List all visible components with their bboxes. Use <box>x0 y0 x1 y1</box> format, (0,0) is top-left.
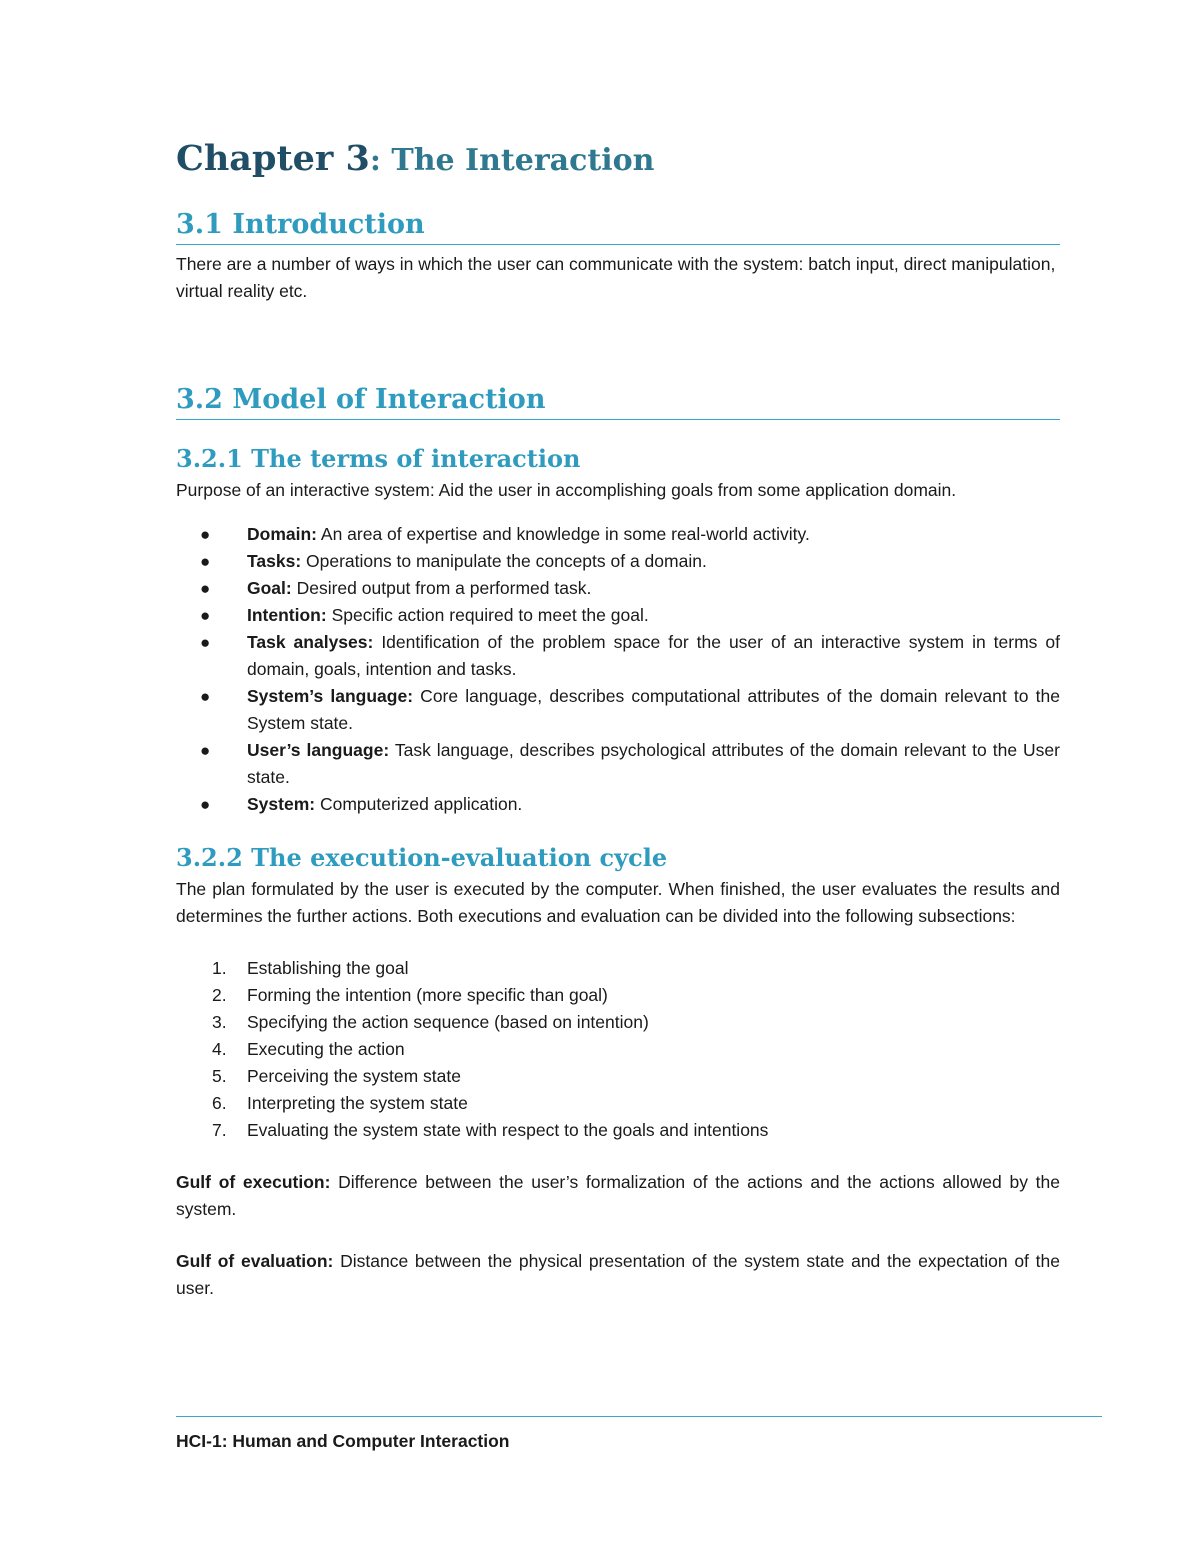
purpose-paragraph: Purpose of an interactive system: Aid the user in accomplishing goals from some application domain. <box>176 479 957 500</box>
page-footer: HCI-1: Human and Computer Interaction <box>176 1431 510 1451</box>
term-label: System: <box>247 793 316 814</box>
list-item <box>176 521 1060 548</box>
list-item <box>176 791 1060 818</box>
term-definition: Distance between the physical presentation of the system state and the expectation of the user. <box>176 1250 1060 1298</box>
bullet-icon: ● <box>200 605 211 625</box>
step-text: Perceiving the system state <box>247 1065 461 1086</box>
list-item <box>176 629 1060 683</box>
step-number: 7. <box>212 1119 227 1140</box>
bullet-icon: ● <box>200 524 211 544</box>
step-text: Forming the intention (more specific than goal) <box>247 984 608 1005</box>
gulf-of-evaluation <box>176 1248 1060 1302</box>
list-item <box>176 1090 1060 1117</box>
heading-3-2-1: 3.2.1 The terms of interaction <box>176 443 581 473</box>
term-label: Task analyses: <box>247 631 374 652</box>
term-definition: Operations to manipulate the concepts of a domain. <box>301 550 707 571</box>
list-item <box>176 982 1060 1009</box>
bullet-icon: ● <box>200 794 211 814</box>
cycle-paragraph: The plan formulated by the user is executed by the computer. When finished, the user evaluates the results and determines the further actions. Both executions and evaluation can be divided into the following subsections: <box>176 878 1060 926</box>
list-item <box>176 548 1060 575</box>
step-text: Specifying the action sequence (based on intention) <box>247 1011 649 1032</box>
term-definition: Computerized application. <box>315 793 523 814</box>
chapter-number: Chapter 3 <box>176 138 370 179</box>
bullet-icon: ● <box>200 740 211 760</box>
intro-paragraph: There are a number of ways in which the user can communicate with the system: batch input, direct manipulation, virtual reality etc. <box>176 253 1056 301</box>
term-label: Domain: <box>247 523 317 544</box>
bullet-icon: ● <box>200 686 211 706</box>
list-item <box>176 602 1060 629</box>
heading-3-2-2: 3.2.2 The execution-evaluation cycle <box>176 842 668 872</box>
step-number: 2. <box>212 984 227 1005</box>
bullet-icon: ● <box>200 551 211 571</box>
term-label: Gulf of execution: <box>176 1171 331 1192</box>
step-number: 6. <box>212 1092 227 1113</box>
bullet-icon: ● <box>200 632 211 652</box>
list-item <box>176 1009 1060 1036</box>
step-text: Evaluating the system state with respect to the goals and intentions <box>247 1119 769 1140</box>
terms-list <box>176 521 1060 818</box>
step-text: Executing the action <box>247 1038 405 1059</box>
term-definition: Specific action required to meet the goal. <box>326 604 649 625</box>
chapter-subtitle: : The Interaction <box>369 143 655 178</box>
term-label: Goal: <box>247 577 292 598</box>
step-text: Establishing the goal <box>247 957 409 978</box>
term-definition: Core language, describes computational attributes of the domain relevant to the System state. <box>247 685 1060 733</box>
gulf-of-execution <box>176 1169 1060 1223</box>
term-label: User’s language: <box>247 739 390 760</box>
steps-list <box>176 955 1060 1144</box>
term-label: Intention: <box>247 604 327 625</box>
term-definition: Task language, describes psychological attributes of the domain relevant to the User state. <box>247 739 1060 787</box>
step-number: 1. <box>212 957 227 978</box>
footer-divider <box>176 1416 1102 1417</box>
term-definition: Difference between the user’s formalization of the actions and the actions allowed by the system. <box>176 1171 1060 1219</box>
term-label: Gulf of evaluation: <box>176 1250 334 1271</box>
list-item <box>176 1063 1060 1090</box>
step-number: 4. <box>212 1038 227 1059</box>
heading-3-1: 3.1 Introduction <box>176 208 1060 245</box>
term-definition: An area of expertise and knowledge in some real-world activity. <box>317 523 810 544</box>
list-item <box>176 575 1060 602</box>
step-text: Interpreting the system state <box>247 1092 468 1113</box>
term-definition: Identification of the problem space for the user of an interactive system in terms of domain, goals, intention and tasks. <box>247 631 1060 679</box>
term-label: Tasks: <box>247 550 302 571</box>
list-item <box>176 737 1060 791</box>
page-content <box>176 138 1060 1302</box>
list-item <box>176 955 1060 982</box>
bullet-icon: ● <box>200 578 211 598</box>
term-definition: Desired output from a performed task. <box>291 577 592 598</box>
term-label: System’s language: <box>247 685 414 706</box>
heading-3-2: 3.2 Model of Interaction <box>176 383 1060 420</box>
chapter-title <box>176 138 1060 180</box>
step-number: 5. <box>212 1065 227 1086</box>
list-item <box>176 1117 1060 1144</box>
list-item <box>176 1036 1060 1063</box>
list-item <box>176 683 1060 737</box>
step-number: 3. <box>212 1011 227 1032</box>
